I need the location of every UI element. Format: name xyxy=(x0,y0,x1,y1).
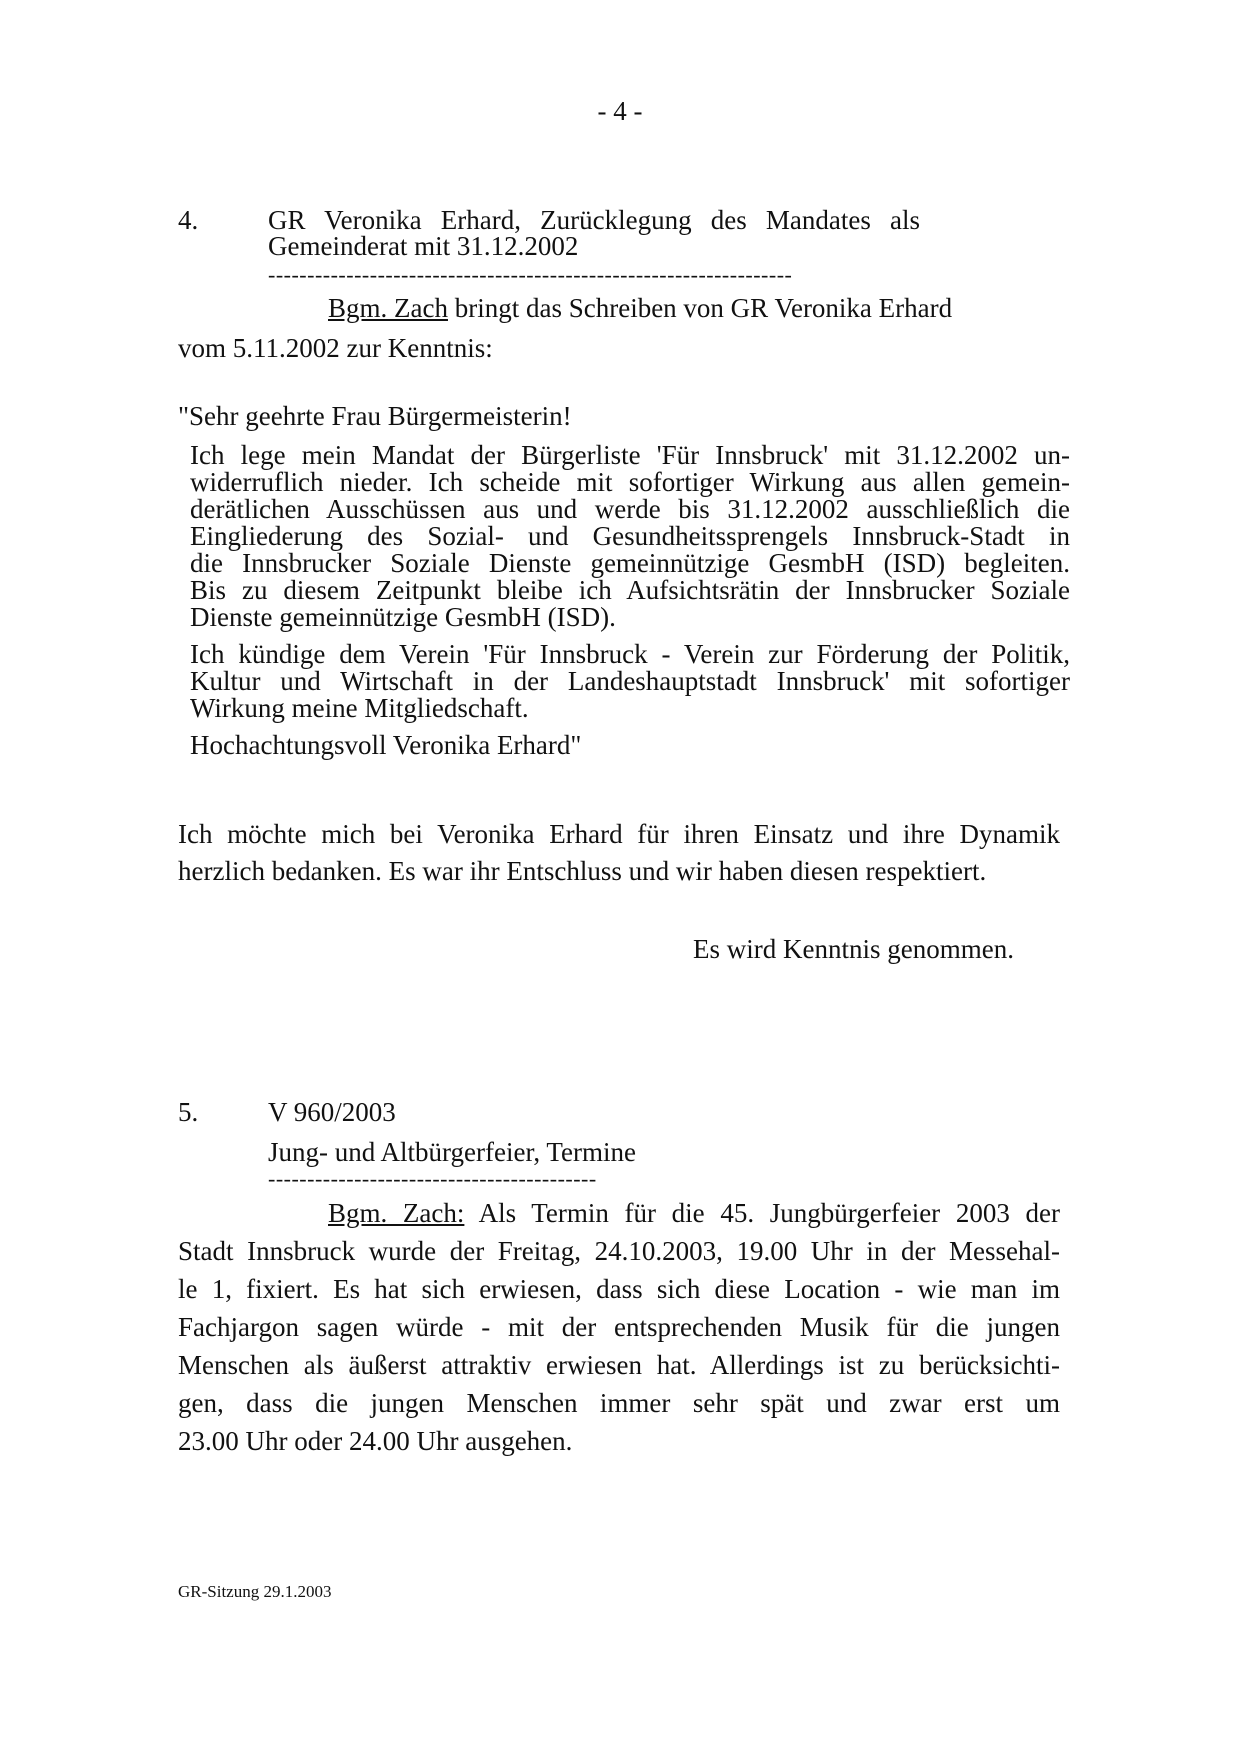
item-5-line: gen, dass die jungen Menschen immer sehr spät und zwar erst um xyxy=(178,1388,1060,1418)
item-5-separator: ------------------------------------------ xyxy=(268,1166,597,1191)
item-4-title-line1: GR Veronika Erhard, Zurücklegung des Mandates als xyxy=(268,205,920,235)
thanks-line1: Ich möchte mich bei Veronika Erhard für ihren Einsatz und ihre Dynamik xyxy=(178,819,1060,849)
item-4-intro-line2: vom 5.11.2002 zur Kenntnis: xyxy=(178,333,493,363)
letter-line: die Innsbrucker Soziale Dienste gemeinnützige GesmbH (ISD) begleiten. xyxy=(190,548,1070,578)
letter-line: Dienste gemeinnützige GesmbH (ISD). xyxy=(190,602,616,632)
item-5-text: Als Termin für die 45. Jungbürgerfeier 2003 der xyxy=(464,1198,1060,1228)
letter-body xyxy=(190,442,1070,759)
letter-line: Bis zu diesem Zeitpunkt bleibe ich Aufsichtsrätin der Innsbrucker Soziale xyxy=(190,575,1070,605)
letter-line: Eingliederung des Sozial- und Gesundheitssprengels Innsbruck-Stadt in xyxy=(190,521,1070,551)
speaker-name: Bgm. Zach xyxy=(328,293,448,323)
item-5-line: le 1, fixiert. Es hat sich erwiesen, dass sich diese Location - wie man im xyxy=(178,1274,1060,1304)
page-number: - 4 - xyxy=(597,96,643,126)
item-5-line1 xyxy=(328,1197,1060,1231)
item-4-title-line2: Gemeinderat mit 31.12.2002 xyxy=(268,231,579,261)
letter-line: Kultur und Wirtschaft in der Landeshauptstadt Innsbruck' mit sofortiger xyxy=(190,666,1070,696)
item-5-line: Menschen als äußerst attraktiv erwiesen hat. Allerdings ist zu berücksichti- xyxy=(178,1350,1060,1380)
item-5-reference: V 960/2003 xyxy=(268,1097,396,1127)
speaker-name: Bgm. Zach: xyxy=(328,1198,465,1228)
item-5-number: 5. xyxy=(178,1097,199,1127)
letter-line: Ich kündige dem Verein 'Für Innsbruck - Verein zur Förderung der Politik, xyxy=(190,639,1070,669)
intro-text: bringt das Schreiben von GR Veronika Erhard xyxy=(447,293,953,323)
letter-line: derätlichen Ausschüssen aus und werde bis 31.12.2002 ausschließlich die xyxy=(190,494,1070,524)
item-5-title: Jung- und Altbürgerfeier, Termine xyxy=(268,1137,636,1167)
letter-line: Ich lege mein Mandat der Bürgerliste 'Für Innsbruck' mit 31.12.2002 un- xyxy=(190,440,1070,470)
item-4-separator: ------------------------------------------------------------------- xyxy=(268,262,793,287)
letter-closing: Hochachtungsvoll Veronika Erhard" xyxy=(190,730,582,760)
letter-line: Wirkung meine Mitgliedschaft. xyxy=(190,693,529,723)
item-5-line: Fachjargon sagen würde - mit der entsprechenden Musik für die jungen xyxy=(178,1312,1060,1342)
letter-line: widerruflich nieder. Ich scheide mit sofortiger Wirkung aus allen gemein- xyxy=(190,467,1070,497)
letter-salutation: "Sehr geehrte Frau Bürgermeisterin! xyxy=(178,401,572,431)
item-4-intro-line1 xyxy=(328,292,952,326)
item-5-line: 23.00 Uhr oder 24.00 Uhr ausgehen. xyxy=(178,1426,573,1456)
item-4-number: 4. xyxy=(178,205,199,235)
item-5-line: Stadt Innsbruck wurde der Freitag, 24.10.2003, 19.00 Uhr in der Messehal- xyxy=(178,1236,1060,1266)
decision-note: Es wird Kenntnis genommen. xyxy=(693,934,1014,964)
thanks-line2: herzlich bedanken. Es war ihr Entschluss und wir haben diesen respektiert. xyxy=(178,856,987,886)
page-footer: GR-Sitzung 29.1.2003 xyxy=(178,1582,332,1601)
